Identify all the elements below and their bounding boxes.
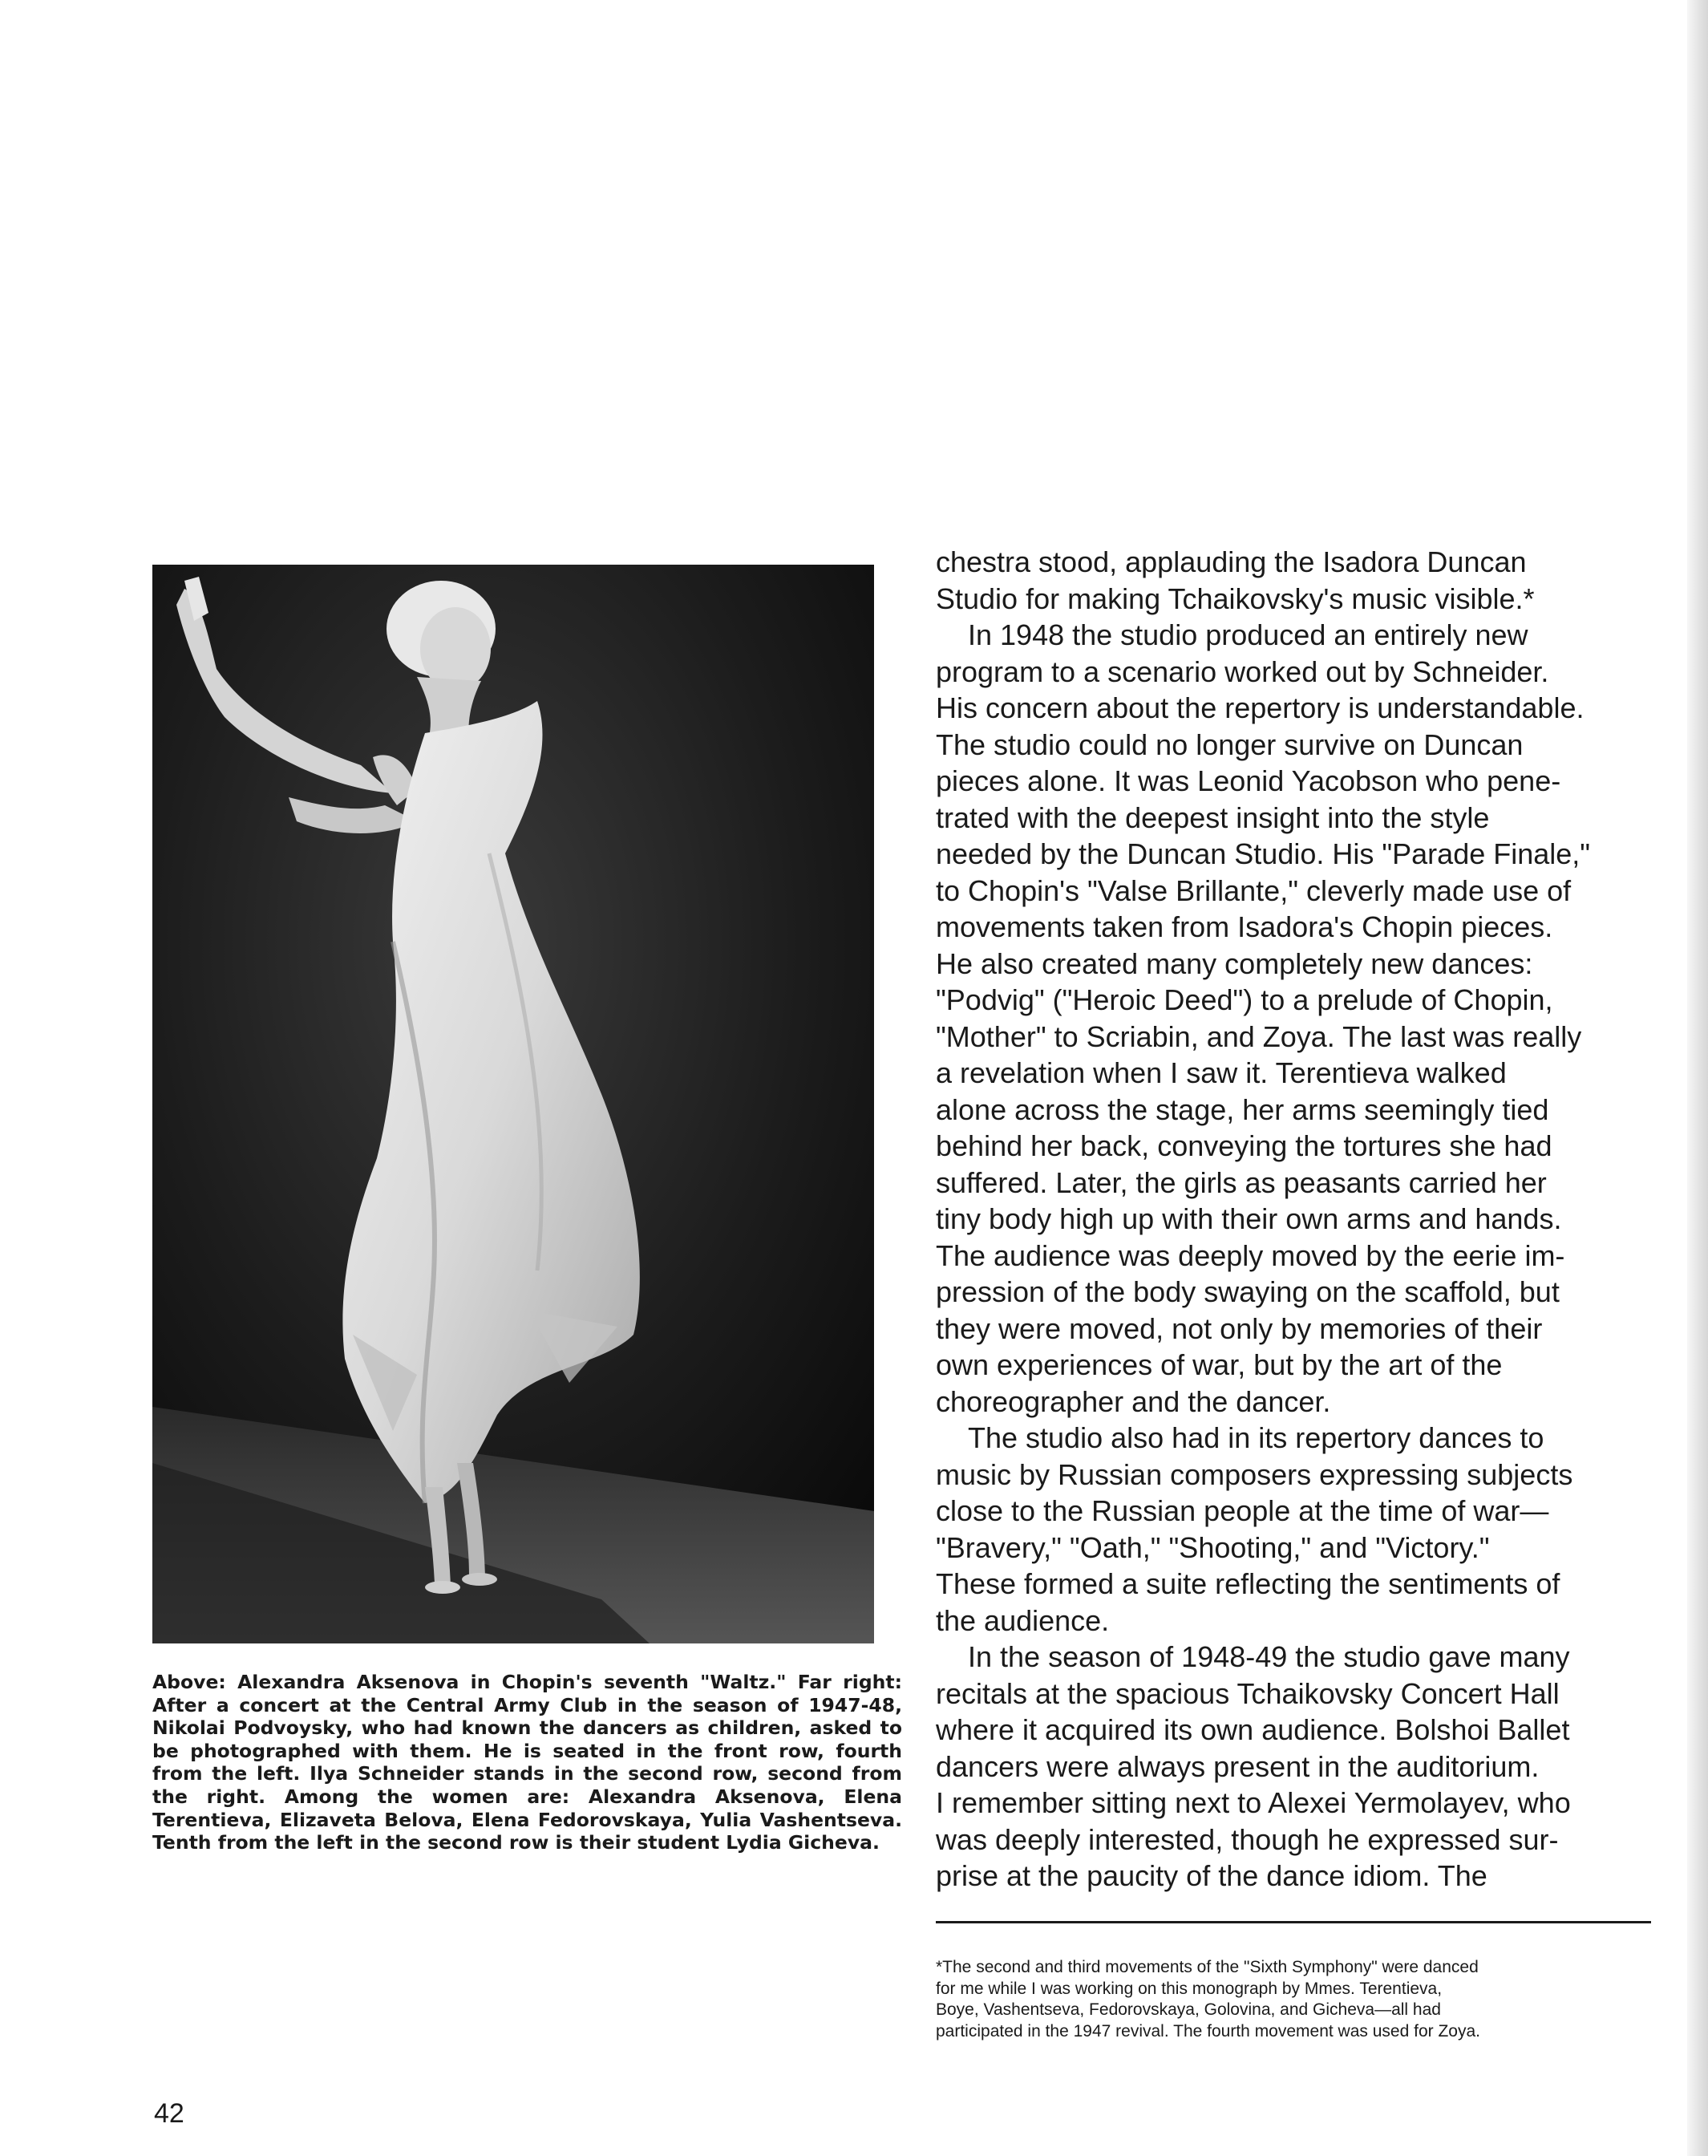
body-line: "Podvig" ("Heroic Deed") to a prelude of Chopin, — [936, 983, 1553, 1016]
body-line: chestra stood, applauding the Isadora Duncan — [936, 545, 1527, 578]
body-line: prise at the paucity of the dance idiom. The — [936, 1859, 1487, 1892]
page-number: 42 — [154, 2098, 184, 2129]
body-line: choreographer and the dancer. — [936, 1384, 1331, 1418]
body-line: Studio for making Tchaikovsky's music visible.* — [936, 582, 1535, 615]
footnote-line: for me while I was working on this monograph by Mmes. Terentieva, — [936, 1979, 1443, 1998]
footnote-line: Boye, Vashentseva, Fedorovskaya, Golovina, and Gicheva—all had — [936, 2000, 1441, 2019]
dancer-photo — [152, 565, 874, 1643]
body-line: In 1948 the studio produced an entirely new — [968, 618, 1528, 651]
body-text-column — [936, 544, 1678, 1895]
body-line: pression of the body swaying on the scaffold, but — [936, 1275, 1560, 1308]
body-line: music by Russian composers expressing subjects — [936, 1457, 1573, 1491]
body-line: where it acquired its own audience. Bolshoi Ballet — [936, 1713, 1570, 1746]
body-line: was deeply interested, though he expressed sur- — [936, 1822, 1559, 1856]
body-line: movements taken from Isadora's Chopin pieces. — [936, 910, 1553, 943]
body-line: tiny body high up with their own arms and hands. — [936, 1202, 1562, 1235]
body-line: they were moved, not only by memories of their — [936, 1311, 1543, 1345]
body-line: to Chopin's "Valse Brillante," cleverly made use of — [936, 873, 1572, 907]
body-line: close to the Russian people at the time of war— — [936, 1494, 1549, 1527]
body-line: pieces alone. It was Leonid Yacobson who pene- — [936, 764, 1561, 797]
body-line: alone across the stage, her arms seemingly tied — [936, 1092, 1549, 1126]
body-line: "Mother" to Scriabin, and Zoya. The last was really — [936, 1019, 1582, 1053]
body-line: He also created many completely new dances: — [936, 946, 1533, 980]
photo-caption: Above: Alexandra Aksenova in Chopin's seventh "Waltz." Far right: After a concert at the Central Army Club in the season of 1947-48, Nikolai Podvoysky, who had known the dancers as children, asked to be photographed with them. He is seated in the front row, fourth from the left. Ilya Schneider stands in the second row, second from the right. Among the women are: Alexandra Aksenova, Elena Terentieva, Elizaveta Belova, Elena Fedorovskaya, Yulia Vashentseva. Tenth from the left in the second row is their student Lydia Gicheva. — [152, 1671, 902, 1854]
body-line: In the season of 1948-49 the studio gave many — [968, 1640, 1570, 1673]
body-line: needed by the Duncan Studio. His "Parade Finale," — [936, 837, 1591, 870]
body-line: I remember sitting next to Alexei Yermolayev, who — [936, 1786, 1571, 1819]
body-line: "Bravery," "Oath," "Shooting," and "Victory." — [936, 1530, 1490, 1564]
body-line: These formed a suite reflecting the sentiments of — [936, 1567, 1560, 1600]
body-line: The studio also had in its repertory dances to — [968, 1421, 1544, 1454]
body-line: program to a scenario worked out by Schneider. — [936, 654, 1549, 688]
footnote — [936, 1957, 1657, 2042]
page-edge-shadow — [1687, 0, 1708, 2156]
footnote-line: participated in the 1947 revival. The fourth movement was used for Zoya. — [936, 2021, 1480, 2040]
footnote-divider — [936, 1921, 1651, 1923]
body-line: a revelation when I saw it. Terentieva walked — [936, 1056, 1507, 1089]
body-line: dancers were always present in the auditorium. — [936, 1749, 1540, 1783]
body-line: own experiences of war, but by the art of the — [936, 1348, 1503, 1381]
body-line: suffered. Later, the girls as peasants carried her — [936, 1165, 1547, 1199]
body-line: His concern about the repertory is understandable. — [936, 691, 1585, 724]
body-line: trated with the deepest insight into the style — [936, 800, 1490, 834]
body-line: The studio could no longer survive on Duncan — [936, 727, 1524, 761]
body-line: behind her back, conveying the tortures she had — [936, 1129, 1552, 1162]
body-line: the audience. — [936, 1603, 1110, 1637]
body-line: The audience was deeply moved by the eerie im- — [936, 1238, 1565, 1272]
body-line: recitals at the spacious Tchaikovsky Concert Hall — [936, 1676, 1560, 1710]
footnote-line: *The second and third movements of the "Sixth Symphony" were danced — [936, 1958, 1479, 1976]
